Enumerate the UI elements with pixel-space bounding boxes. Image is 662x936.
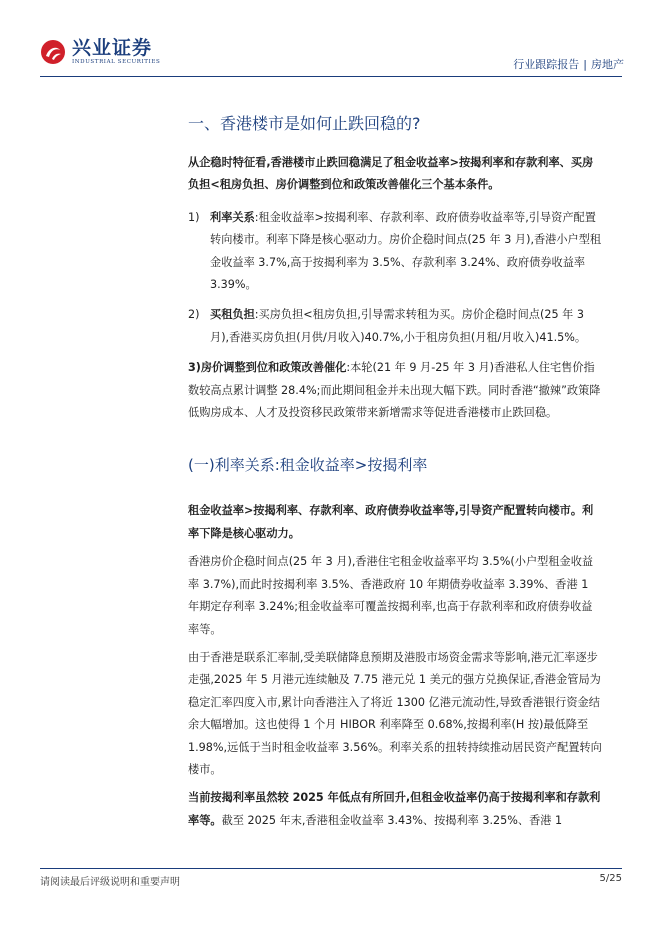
condition-item-2 — [188, 304, 602, 349]
item-number: 1) — [188, 210, 200, 224]
report-sector: 房地产 — [591, 58, 624, 71]
logo-chinese-name: 兴业证券 — [72, 37, 153, 59]
section-heading: 一、香港楼市是如何止跌回稳的? — [188, 114, 421, 133]
subsection-heading: (一)利率关系:租金收益率>按揭利率 — [188, 456, 428, 475]
body-paragraph-2: 由于香港是联系汇率制,受美联储降息预期及港股市场资金需求等影响,港元汇率逐步走强,2025 年 5 月港元连续触及 7.75 港元兑 1 美元的强方兑换保证,香港金管局为稳定汇率四度入市,累计向香港注入了将近 1300 亿港元流动性,导致香港银行资金结余大幅增加。这也使得 1 个月 HIBOR 利率降至 0.68%,按揭利率(H 按)最低降至 1.98%,远低于当时租金收益率 3.56%。利率关系的扭转持续推动居民资产配置转向楼市。 — [188, 650, 602, 776]
item-text: :本轮(21 年 9 月-25 年 3 月)香港私人住宅售价指数较高点累计调整 28.4%;而此期间租金并未出现大幅下跌。同时香港“撤辣”政策降低购房成本、人才及投资移民政策带来新增需求等促进香港楼市止跌回稳。 — [188, 361, 601, 420]
page-number: 5/25 — [599, 873, 622, 884]
item-heading: 3)房价调整到位和政策改善催化 — [188, 361, 347, 375]
condition-item-3 — [188, 357, 602, 424]
paragraph-text: 截至 2025 年末,香港租金收益率 3.43%、按揭利率 3.25%、香港 1 — [221, 813, 563, 827]
header-divider — [40, 76, 622, 77]
summary-paragraph: 从企稳时特征看,香港楼市止跌回稳满足了租金收益率>按揭利率和存款利率、买房负担<租房负担、房价调整到位和政策改善催化三个基本条件。 — [188, 156, 594, 192]
item-heading: 利率关系 — [210, 210, 255, 224]
company-logo — [40, 38, 160, 66]
report-category — [513, 56, 624, 72]
footer-divider — [40, 868, 622, 869]
report-type: 行业跟踪报告 — [513, 58, 580, 71]
item-text: :买房负担<租房负担,引导需求转租为买。房价企稳时间点(25 年 3 月),香港买房负担(月供/月收入)40.7%,小于租房负担(月租/月收入)41.5%。 — [210, 308, 587, 344]
logo-mark-icon — [40, 39, 66, 65]
condition-item-1 — [188, 207, 602, 297]
item-heading: 买租负担 — [210, 308, 255, 322]
disclaimer-note: 请阅读最后评级说明和重要声明 — [40, 877, 180, 888]
key-finding-paragraph: 租金收益率>按揭利率、存款利率、政府债券收益率等,引导资产配置转向楼市。利率下降是核心驱动力。 — [188, 504, 594, 540]
logo-english-name: INDUSTRIAL SECURITIES — [72, 59, 161, 65]
body-paragraph-3 — [188, 787, 602, 832]
main-content — [188, 112, 602, 832]
paragraph-lead: 当前按揭利率虽然较 2025 年低点有所回升,但租金收益率仍高于按揭利率和存款利率等。 — [188, 791, 601, 827]
header-separator: | — [583, 58, 587, 71]
item-number: 2) — [188, 308, 200, 322]
page-header — [0, 0, 662, 80]
item-text: :租金收益率>按揭利率、存款利率、政府债券收益率等,引导资产配置转向楼市。利率下降是核心驱动力。房价企稳时间点(25 年 3 月),香港小户型租金收益率 3.7%,高于按揭利率为 3.5%、存款利率 3.24%、政府债券收益率 3.39%。 — [210, 210, 602, 292]
body-paragraph-1: 香港房价企稳时间点(25 年 3 月),香港住宅租金收益率平均 3.5%(小户型租金收益率 3.7%),而此时按揭利率 3.5%、香港政府 10 年期债券收益率 3.39%、香港 1 年期定存利率 3.24%;租金收益率可覆盖按揭利率,也高于存款利率和政府债券收益率等。 — [188, 555, 594, 636]
